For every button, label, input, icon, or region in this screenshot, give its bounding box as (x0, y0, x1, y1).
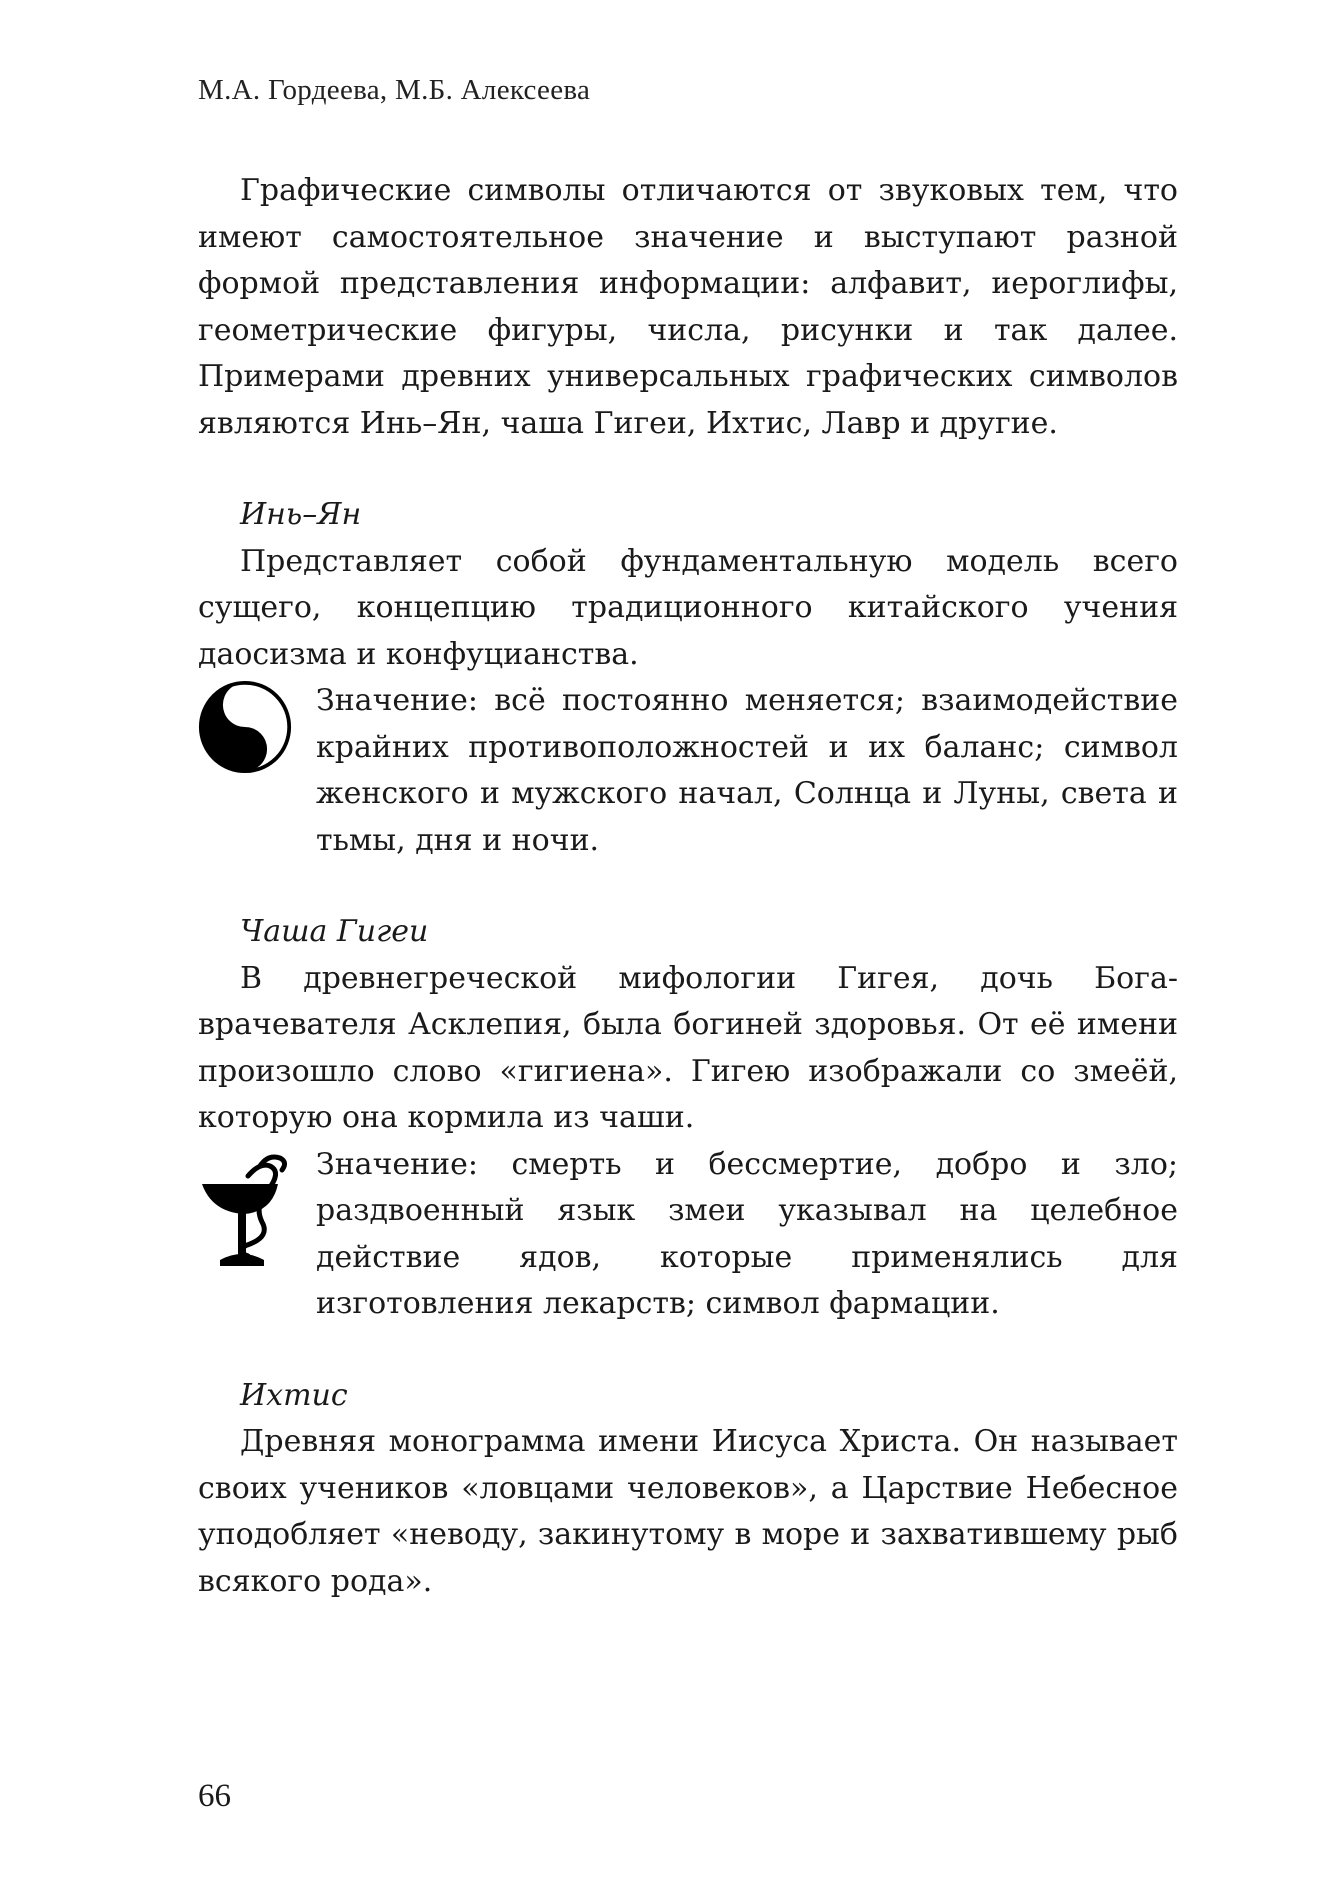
meaning-text-yin-yang: Значение: всё постоянно меняется; взаимодействие крайних противоположностей и их баланс; символ женского и мужского начал, Солнца и Луны, света и тьмы, дня и ночи. (316, 683, 1178, 858)
running-head: М.А. Гордеева, М.Б. Алексеева (198, 74, 591, 106)
bowl-of-hygieia-icon (198, 1142, 292, 1272)
yin-yang-icon (198, 680, 292, 774)
section-description-ichthys: Древняя монограмма имени Иисуса Христа. Он называет своих учеников «ловцами человеков», а Царствие Небесное уподобляет «неводу, закинутому в море и захватившему рыб всякого рода». (198, 1424, 1178, 1599)
section-description-hygieia: В древнегреческой мифологии Гигея, дочь Бога-врачевателя Асклепия, была богиней здоровья. От её имени произошло слово «гигиена». Гигею изображали со змеёй, которую она кормила из чаши. (198, 960, 1178, 1135)
spacer (198, 864, 1178, 909)
section-title-hygieia: Чаша Гигеи (240, 914, 429, 949)
section-description-yin-yang: Представляет собой фундаментальную модель всего сущего, концепцию традиционного китайского учения даосизма и конфуцианства. (198, 543, 1178, 672)
meaning-block-yin-yang (198, 678, 1178, 864)
intro-paragraph: Графические символы отличаются от звуковых тем, что имеют самостоятельное значение и выступают разной формой представления информации: алфавит, иероглифы, геометрические фигуры, числа, рисунки и так далее. Примерами древних универсальных графических символов являются Инь–Ян, чаша Гигеи, Ихтис, Лавр и другие. (198, 173, 1178, 441)
section-title-yin-yang: Инь–Ян (240, 497, 362, 532)
spacer (198, 447, 1178, 492)
spacer (198, 1328, 1178, 1373)
meaning-text-hygieia: Значение: смерть и бессмертие, добро и зло; раздвоенный язык змеи указывал на целебное действие ядов, которые применялись для изготовления лекарств; символ фармации. (316, 1146, 1178, 1321)
page-number: 66 (198, 1778, 231, 1814)
section-title-ichthys: Ихтис (240, 1377, 348, 1413)
meaning-block-hygieia (198, 1142, 1178, 1328)
page-body (198, 168, 1178, 1605)
